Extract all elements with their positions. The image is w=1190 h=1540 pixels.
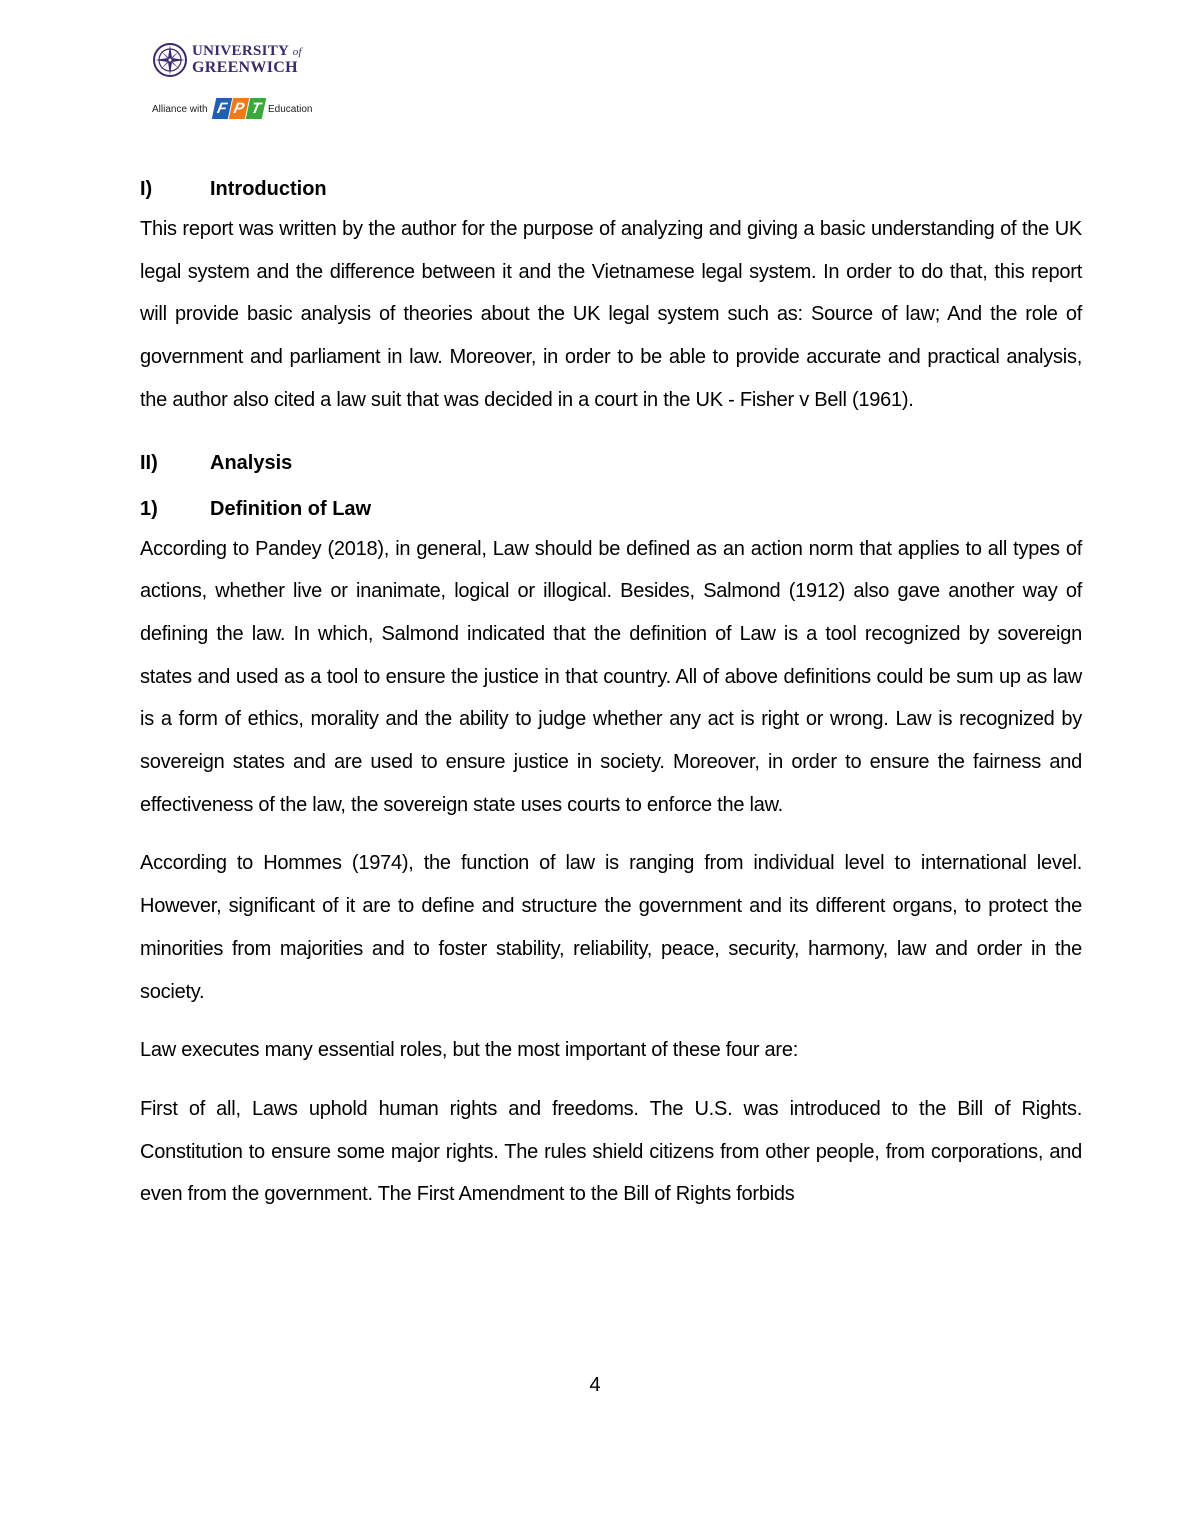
- page-number: 4: [589, 1374, 601, 1396]
- definition-heading: [140, 490, 1082, 528]
- alliance-suffix: Education: [268, 104, 313, 115]
- heading-title: Analysis: [210, 451, 293, 474]
- university-word: UNIVERSITY: [192, 43, 289, 59]
- fpt-letter-p: P: [229, 98, 249, 119]
- heading-title: Introduction: [210, 178, 327, 200]
- document-body: [140, 170, 1082, 1216]
- definition-paragraph-2: According to Hommes (1974), the function of law is ranging from individual level to international level. However, significant of it are to define and structure the government and its different organs, to protect the minorities from majorities and to foster stability, reliability, peace, security, harmony, law and order in the society.: [140, 852, 1082, 1003]
- heading-number: II): [140, 451, 158, 474]
- university-of-word: of: [292, 46, 302, 58]
- heading-number: I): [140, 178, 153, 200]
- definition-paragraph-4: First of all, Laws uphold human rights and freedoms. The U.S. was introduced to the Bill of Rights. Constitution to ensure some major rights. The rules shield citizens from other people, from corporations, and even from the government. The First Amendment to the Bill of Rights forbids: [140, 1097, 1082, 1206]
- heading-number: 1): [140, 497, 158, 520]
- introduction-paragraph: This report was written by the author for the purpose of analyzing and giving a basic understanding of the UK legal system and the difference between it and the Vietnamese legal system. In order to do that, this report will provide basic analysis of theories about the UK legal system such as: Source of law; And the role of government and parliament in law. Moreover, in order to be able to provide accurate and practical analysis, the author also cited a law suit that was decided in a court in the UK - Fisher v Bell (1961).: [140, 218, 1082, 411]
- analysis-heading: [140, 444, 1082, 482]
- university-name-line2: GREENWICH: [192, 59, 298, 76]
- fpt-letter-t: T: [246, 98, 266, 119]
- alliance-prefix: Alliance with: [152, 104, 208, 115]
- definition-paragraph-3: Law executes many essential roles, but the most important of these four are:: [140, 1039, 799, 1062]
- compass-crest-icon: [152, 42, 188, 78]
- fpt-letter-f: F: [212, 98, 232, 119]
- university-logo: [150, 40, 320, 130]
- introduction-heading: [140, 170, 1082, 208]
- heading-title: Definition of Law: [210, 497, 372, 520]
- university-name-line1: [192, 43, 302, 60]
- definition-paragraph-1: According to Pandey (2018), in general, Law should be defined as an action norm that applies to all types of actions, whether live or inanimate, logical or illogical. Besides, Salmond (1912) also gave another way of defining the law. In which, Salmond indicated that the definition of Law is a tool recognized by sovereign states and used as a tool to ensure the justice in that country. All of above definitions could be sum up as law is a form of ethics, morality and the ability to judge whether any act is right or wrong. Law is recognized by sovereign states and are used to ensure justice in society. Moreover, in order to ensure the fairness and effectiveness of the law, the sovereign state uses courts to enforce the law.: [140, 537, 1082, 816]
- fpt-logo: [214, 98, 265, 120]
